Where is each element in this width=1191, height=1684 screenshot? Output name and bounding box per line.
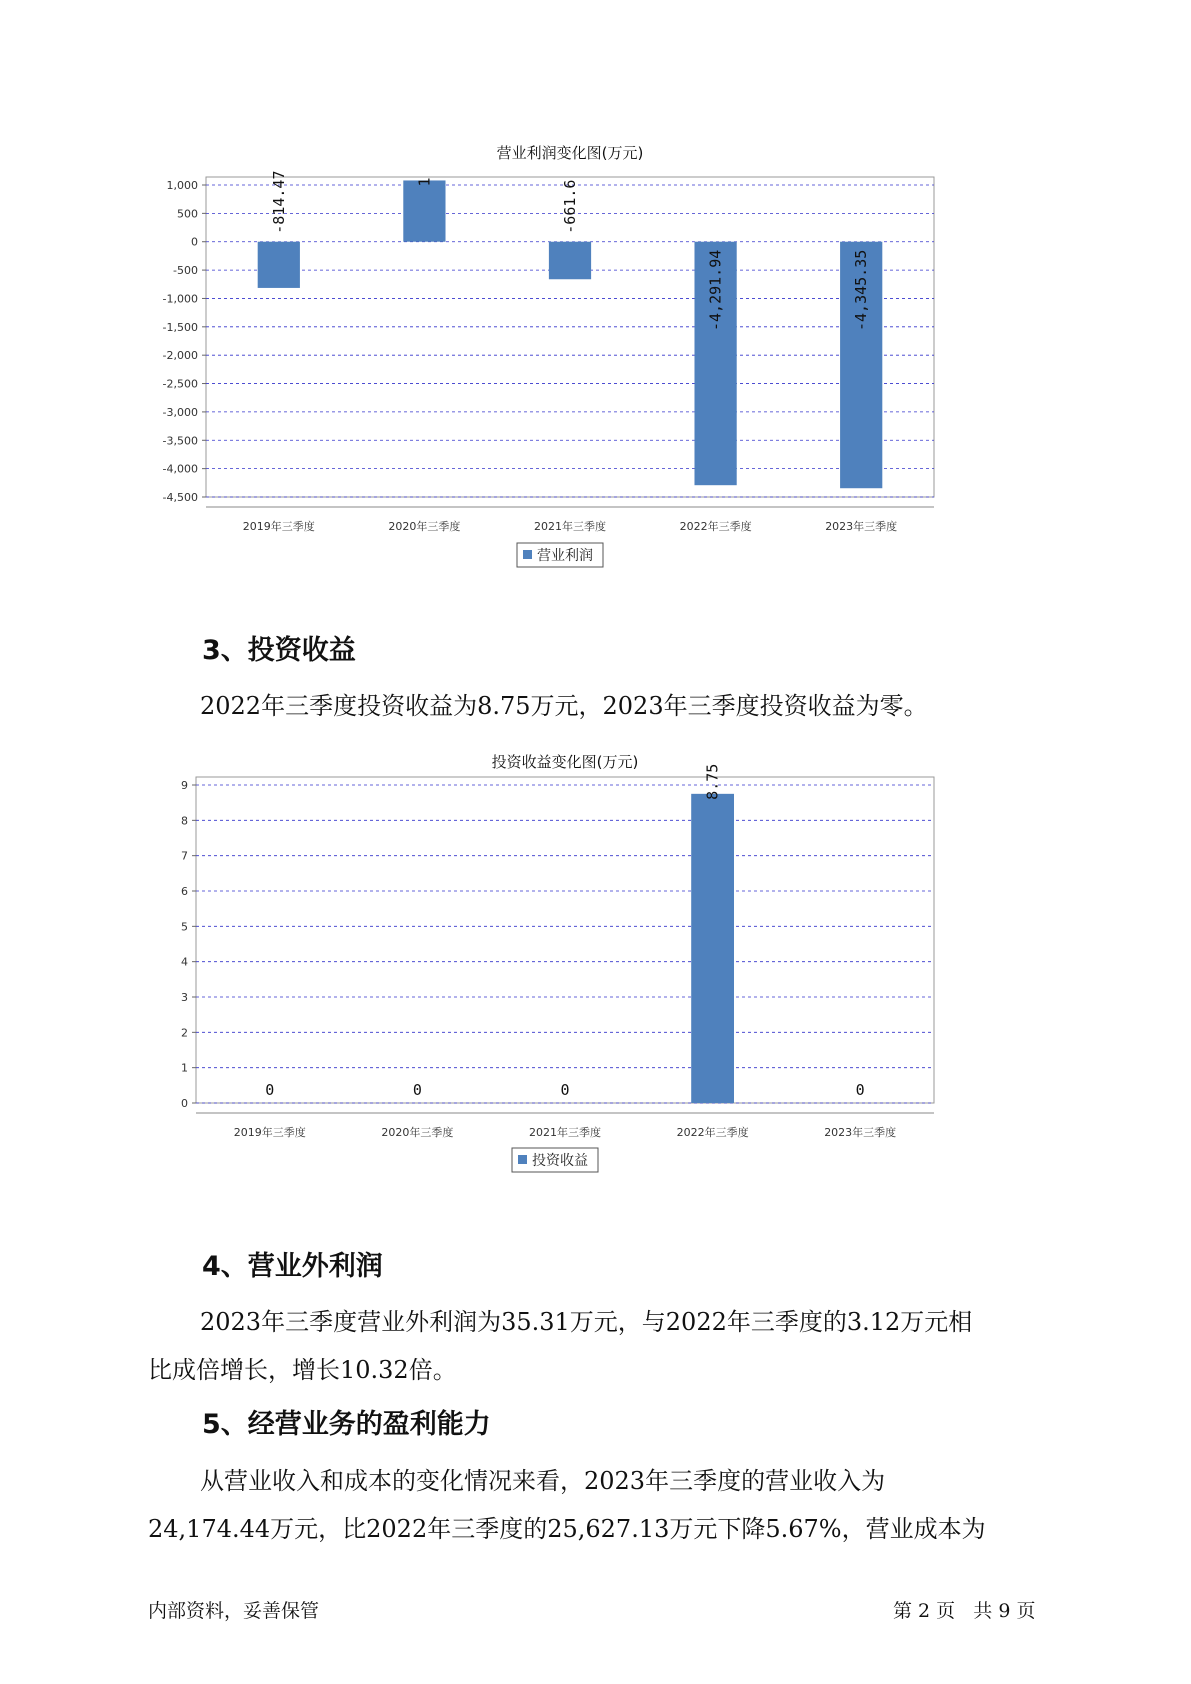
data-label: 0 xyxy=(265,1081,275,1099)
footer-left: 内部资料，妥善保管 xyxy=(148,1600,320,1622)
y-tick-label: -2,500 xyxy=(162,377,198,391)
operating-profit-chart-svg xyxy=(150,135,1020,595)
legend-swatch xyxy=(518,1155,527,1164)
y-tick-label: -500 xyxy=(173,264,198,278)
data-label: 0 xyxy=(412,1081,422,1099)
data-label: -661.6 xyxy=(561,179,579,234)
y-tick-label: 4 xyxy=(181,955,188,969)
y-tick-label: -4,500 xyxy=(162,491,198,504)
chart-title: 营业利润变化图(万元) xyxy=(496,144,644,162)
y-tick-label: 6 xyxy=(181,885,188,898)
y-tick-label: 9 xyxy=(181,779,188,792)
investment-income-chart-svg xyxy=(150,750,1020,1210)
bar xyxy=(403,180,445,241)
y-tick-label: -1,000 xyxy=(162,292,198,306)
section-3-text: 2022年三季度投资收益为8.75万元，2023年三季度投资收益为零。 xyxy=(200,692,928,720)
operating-profit-chart xyxy=(150,135,1020,595)
section-5-line-2: 24,174.44万元，比2022年三季度的25,627.13万元下降5.67%，营业成本为 xyxy=(148,1515,986,1543)
bar xyxy=(691,794,734,1103)
y-tick-label: 1,000 xyxy=(166,179,198,192)
section-5-heading: 5、经营业务的盈利能力 xyxy=(202,1409,491,1440)
section-4-heading: 4、营业外利润 xyxy=(202,1251,383,1282)
investment-income-chart xyxy=(150,750,1020,1210)
data-label: -814.47 xyxy=(269,170,288,234)
section-5-line-1: 从营业收入和成本的变化情况来看，2023年三季度的营业收入为 xyxy=(200,1467,886,1495)
footer-right: 第 2 页 共 9 页 xyxy=(893,1600,1036,1622)
y-tick-label: 500 xyxy=(177,207,198,221)
data-label: -4,345.35 xyxy=(852,249,871,332)
x-tick-label: 2020年三季度 xyxy=(381,1126,454,1139)
chart-title: 投资收益变化图(万元) xyxy=(491,753,639,771)
data-label: 8.75 xyxy=(703,763,722,800)
y-tick-label: 8 xyxy=(181,814,188,828)
x-tick-label: 2023年三季度 xyxy=(824,1126,897,1139)
y-tick-label: 2 xyxy=(181,1026,188,1040)
bar xyxy=(549,242,591,280)
plot-area xyxy=(196,777,934,1103)
x-tick-label: 2021年三季度 xyxy=(529,1126,601,1139)
y-tick-label: 3 xyxy=(181,991,188,1004)
data-label: -4,291.94 xyxy=(706,249,725,332)
legend-label: 投资收益 xyxy=(532,1153,588,1169)
x-tick-label: 2021年三季度 xyxy=(534,520,606,533)
section-4-line-1: 2023年三季度营业外利润为35.31万元，与2022年三季度的3.12万元相 xyxy=(200,1308,973,1336)
y-tick-label: -4,000 xyxy=(162,462,198,476)
legend-swatch xyxy=(523,550,532,559)
y-tick-label: -1,500 xyxy=(162,320,198,334)
y-tick-label: 7 xyxy=(181,849,188,863)
y-tick-label: -3,000 xyxy=(162,405,198,419)
y-tick-label: 1 xyxy=(181,1061,188,1075)
data-label: 0 xyxy=(855,1081,865,1099)
bar xyxy=(258,242,300,288)
x-tick-label: 2022年三季度 xyxy=(679,520,752,533)
legend-label: 营业利润 xyxy=(537,548,593,564)
x-tick-label: 2019年三季度 xyxy=(242,520,315,533)
y-tick-label: -2,000 xyxy=(162,349,198,363)
y-tick-label: 5 xyxy=(181,920,188,934)
y-tick-label: 0 xyxy=(191,235,198,249)
section-4-line-2: 比成倍增长，增长10.32倍。 xyxy=(148,1356,457,1384)
x-tick-label: 2023年三季度 xyxy=(825,520,898,533)
data-label: 1 xyxy=(415,177,434,187)
x-tick-label: 2022年三季度 xyxy=(676,1126,749,1139)
x-tick-label: 2019年三季度 xyxy=(233,1126,306,1139)
data-label: 0 xyxy=(560,1081,570,1099)
y-tick-label: -3,500 xyxy=(162,434,198,448)
y-tick-label: 0 xyxy=(181,1097,188,1110)
x-tick-label: 2020年三季度 xyxy=(388,520,461,533)
section-3-heading: 3、投资收益 xyxy=(202,635,356,666)
